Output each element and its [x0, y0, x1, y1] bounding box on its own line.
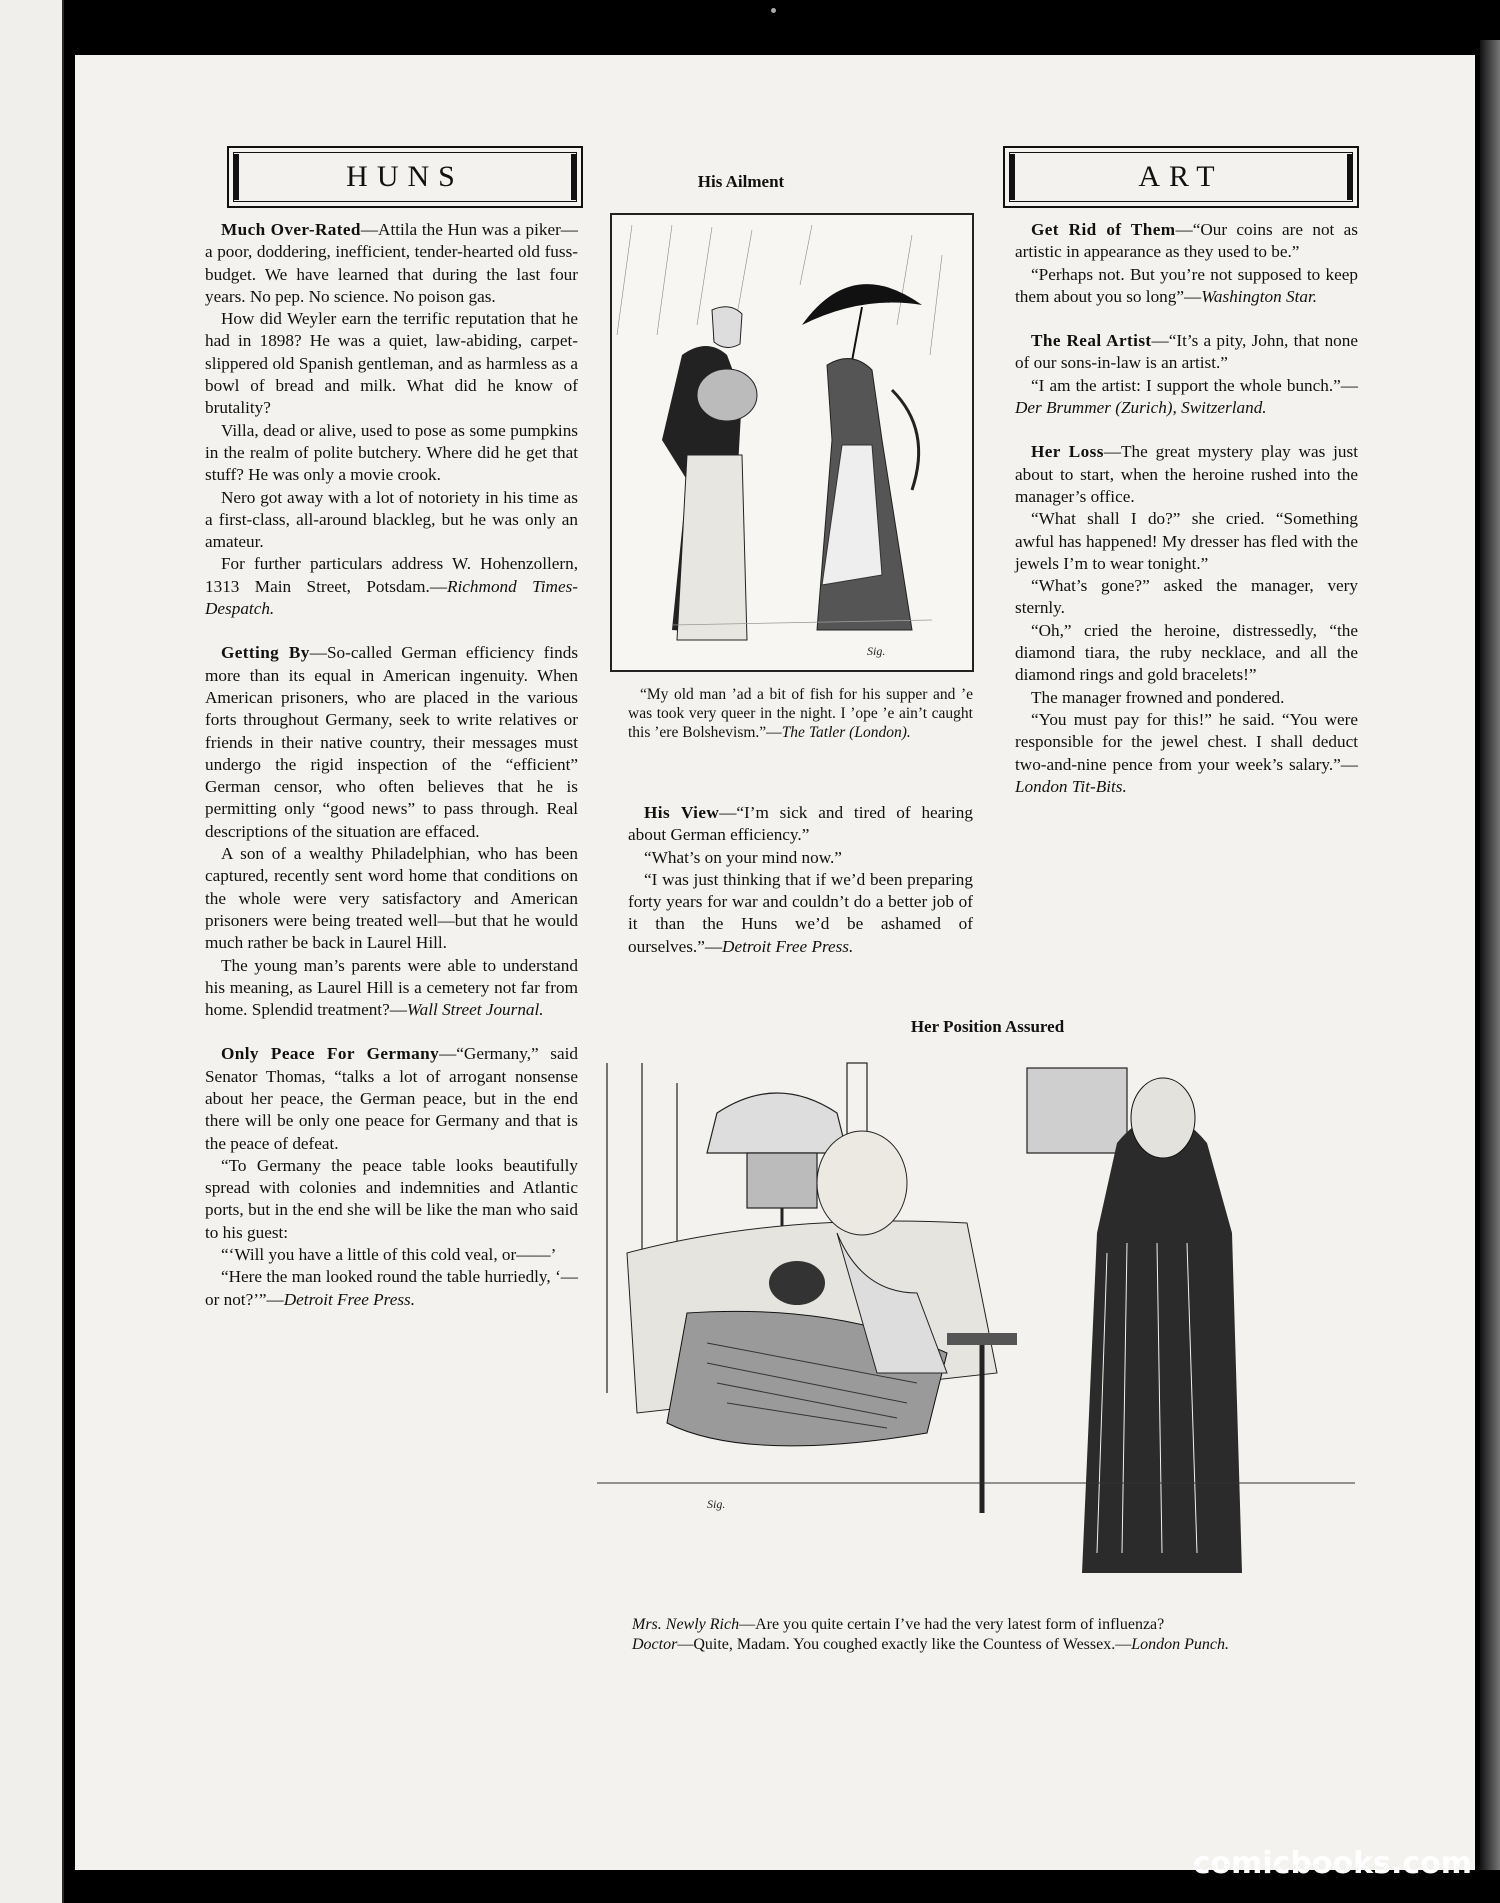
- article-title: Only Peace For Germany: [221, 1044, 440, 1064]
- article-source: Washington Star.: [1201, 286, 1318, 306]
- article-title: His View: [644, 803, 720, 822]
- article-paragraph: For further particulars address W. Hohenzollern, 1313 Main Street, Potsdam.—: [205, 554, 578, 596]
- her-position-assured-illustration: [597, 1053, 1355, 1591]
- caption-source: The Tatler (London).: [781, 724, 911, 741]
- article-paragraph: Villa, dead or alive, used to pose as some pumpkins in the realm of polite butchery. Where did he get that stuff? He was only a movie crook.: [205, 420, 578, 485]
- caption-line: —Are you quite certain I’ve had the very latest form of influenza?: [739, 1616, 1165, 1633]
- article-paragraph: “What shall I do?” she cried. “Something awful has happened! My dresser has fled with the jewels I’m to wear tonight.”: [1015, 509, 1358, 573]
- article-source: Detroit Free Press.: [283, 1289, 416, 1309]
- article-paragraph: The young man’s parents were able to understand his meaning, as Laurel Hill is a cemetery not far from home. Splendid treatment?—: [205, 955, 578, 1020]
- header-rule-right: [1347, 154, 1353, 200]
- magazine-page: [75, 55, 1475, 1870]
- caption-source: London Punch.: [1131, 1636, 1230, 1653]
- article-paragraph: —“Germany,” said Senator Thomas, “talks a lot of arrogant nonsense about her peace, the German peace, but in the end there will be only one peace for Germany and that is the peace of defeat.: [205, 1044, 578, 1153]
- article-title: Much Over-Rated: [221, 220, 361, 239]
- article-his-view: [628, 802, 973, 958]
- article-source: Wall Street Journal.: [406, 1000, 544, 1020]
- article-much-over-rated: [205, 219, 578, 620]
- article-getting-by: [205, 642, 578, 1021]
- art-header-text: ART: [1138, 160, 1224, 193]
- his-ailment-title: His Ailment: [697, 172, 785, 191]
- article-paragraph: A son of a wealthy Philadelphian, who has been captured, recently sent word home that conditions on the whole were very satisfactory and American prisoners were being treated well—but that he would much rather be back in Laurel Hill.: [205, 844, 578, 953]
- art-header-box: [1003, 146, 1359, 208]
- article-paragraph: —So-called German efficiency finds more than its equal in American ingenuity. When American prisoners, who are placed in the various forts throughout Germany, seek to write relatives or friends in their native country, their messages must undergo the rigid inspection of the “efficient” German censor, who often believes that he is permitting only “good news” to pass through. Real descriptions of the situation are effaced.: [205, 643, 579, 841]
- facing-page-edge: [0, 0, 64, 1903]
- cartoon-sickroom-drawing: [597, 1053, 1355, 1591]
- article-source: Detroit Free Press.: [722, 936, 854, 956]
- article-paragraph: “I was just thinking that if we’d been preparing forty years for war and couldn’t do a better job of it than the Huns we’d be ashamed of ourselves.”—: [628, 869, 973, 956]
- article-paragraph: “To Germany the peace table looks beautifully spread with colonies and indemnities and Atlantic ports, but in the end she will be like the man who said to his guest:: [205, 1155, 578, 1242]
- svg-text:Sig.: Sig.: [707, 1497, 726, 1511]
- caption-line: —Quite, Madam. You coughed exactly like the Countess of Wessex.—: [677, 1636, 1132, 1653]
- caption-speaker: Doctor: [632, 1636, 678, 1653]
- article-paragraph: —“Our coins are not as artistic in appearance as they used to be.”: [1015, 220, 1358, 262]
- article-paragraph: “You must pay for this!” he said. “You were responsible for the jewel chest. I shall deduct two-and-nine pence from your week’s salary.”—: [1015, 709, 1358, 774]
- article-get-rid-of-them: [1015, 219, 1358, 308]
- article-source: London Tit-Bits.: [1015, 776, 1127, 796]
- article-paragraph: How did Weyler earn the terrific reputation that he had in 1898? He was a quiet, law-abiding, carpet-slippered old Spanish gentleman, and as harmless as a bowl of bread and milk. What did he know of brutality?: [205, 309, 578, 418]
- article-real-artist: [1015, 330, 1358, 419]
- middle-column-text: [628, 802, 973, 958]
- article-paragraph: “‘Will you have a little of this cold veal, or——’: [221, 1245, 557, 1265]
- her-position-assured-caption: [620, 1615, 1355, 1655]
- right-column: [1015, 219, 1358, 798]
- article-title: Her Loss: [1031, 442, 1104, 462]
- huns-header-text: HUNS: [346, 160, 464, 193]
- article-title: Getting By: [221, 643, 310, 663]
- cartoon-two-women-drawing: [612, 215, 972, 670]
- article-paragraph: —Attila the Hun was a piker—a poor, doddering, inefficient, tender-hearted old fuss-budget. We have learned that during the last four years. No pep. No science. No poison gas.: [205, 220, 578, 306]
- article-paragraph: —“I’m sick and tired of hearing about German efficiency.”: [628, 803, 973, 845]
- scan-speck: [771, 8, 776, 13]
- page-binding-edge: [1480, 40, 1500, 1870]
- header-rule-left: [233, 154, 239, 200]
- article-paragraph: Nero got away with a lot of notoriety in his time as a first-class, all-around blackleg, but he was only an amateur.: [205, 487, 578, 552]
- his-ailment-caption: [628, 685, 973, 742]
- article-paragraph: “Oh,” cried the heroine, distressedly, “the diamond tiara, the ruby necklace, and all the diamond rings and gold bracelets!”: [1015, 620, 1358, 685]
- article-paragraph: “What’s on your mind now.”: [644, 847, 842, 867]
- header-rule-left: [1009, 154, 1015, 200]
- article-only-peace: [205, 1043, 578, 1311]
- watermark-brand: comicbooks.com: [1192, 1846, 1472, 1881]
- header-rule-right: [571, 154, 577, 200]
- article-source: Der Brummer (Zurich), Switzerland.: [1015, 398, 1267, 418]
- article-title: The Real Artist: [1031, 331, 1152, 351]
- article-paragraph: “What’s gone?” asked the manager, very sternly.: [1015, 576, 1358, 618]
- article-title: Get Rid of Them: [1031, 220, 1176, 239]
- her-position-assured-title: Her Position Assured: [910, 1017, 1065, 1036]
- caption-text: “My old man ’ad a bit of fish for his supper and ’e was took very queer in the night. I ’ope ’e ain’t caught this ’ere Bolshevism.”—: [628, 686, 973, 741]
- article-paragraph: The manager frowned and pondered.: [1031, 687, 1285, 707]
- his-ailment-illustration: [610, 213, 974, 672]
- article-her-loss: [1015, 441, 1358, 798]
- article-paragraph: —The great mystery play was just about to start, when the heroine rushed into the manager’s office.: [1015, 442, 1358, 506]
- article-paragraph: —“It’s a pity, John, that none of our sons-in-law is an artist.”: [1015, 331, 1358, 373]
- caption-speaker: Mrs. Newly Rich: [632, 1616, 740, 1633]
- article-paragraph: “Here the man looked round the table hurriedly, ‘—or not?’”—: [205, 1267, 578, 1309]
- svg-text:Sig.: Sig.: [867, 644, 886, 658]
- article-paragraph: “I am the artist: I support the whole bunch.”—: [1031, 375, 1358, 395]
- article-source: Richmond Times-Despatch.: [205, 576, 578, 619]
- article-paragraph: “Perhaps not. But you’re not supposed to keep them about you so long”—: [1015, 264, 1358, 306]
- left-column: [205, 219, 578, 1311]
- huns-header-box: [227, 146, 583, 208]
